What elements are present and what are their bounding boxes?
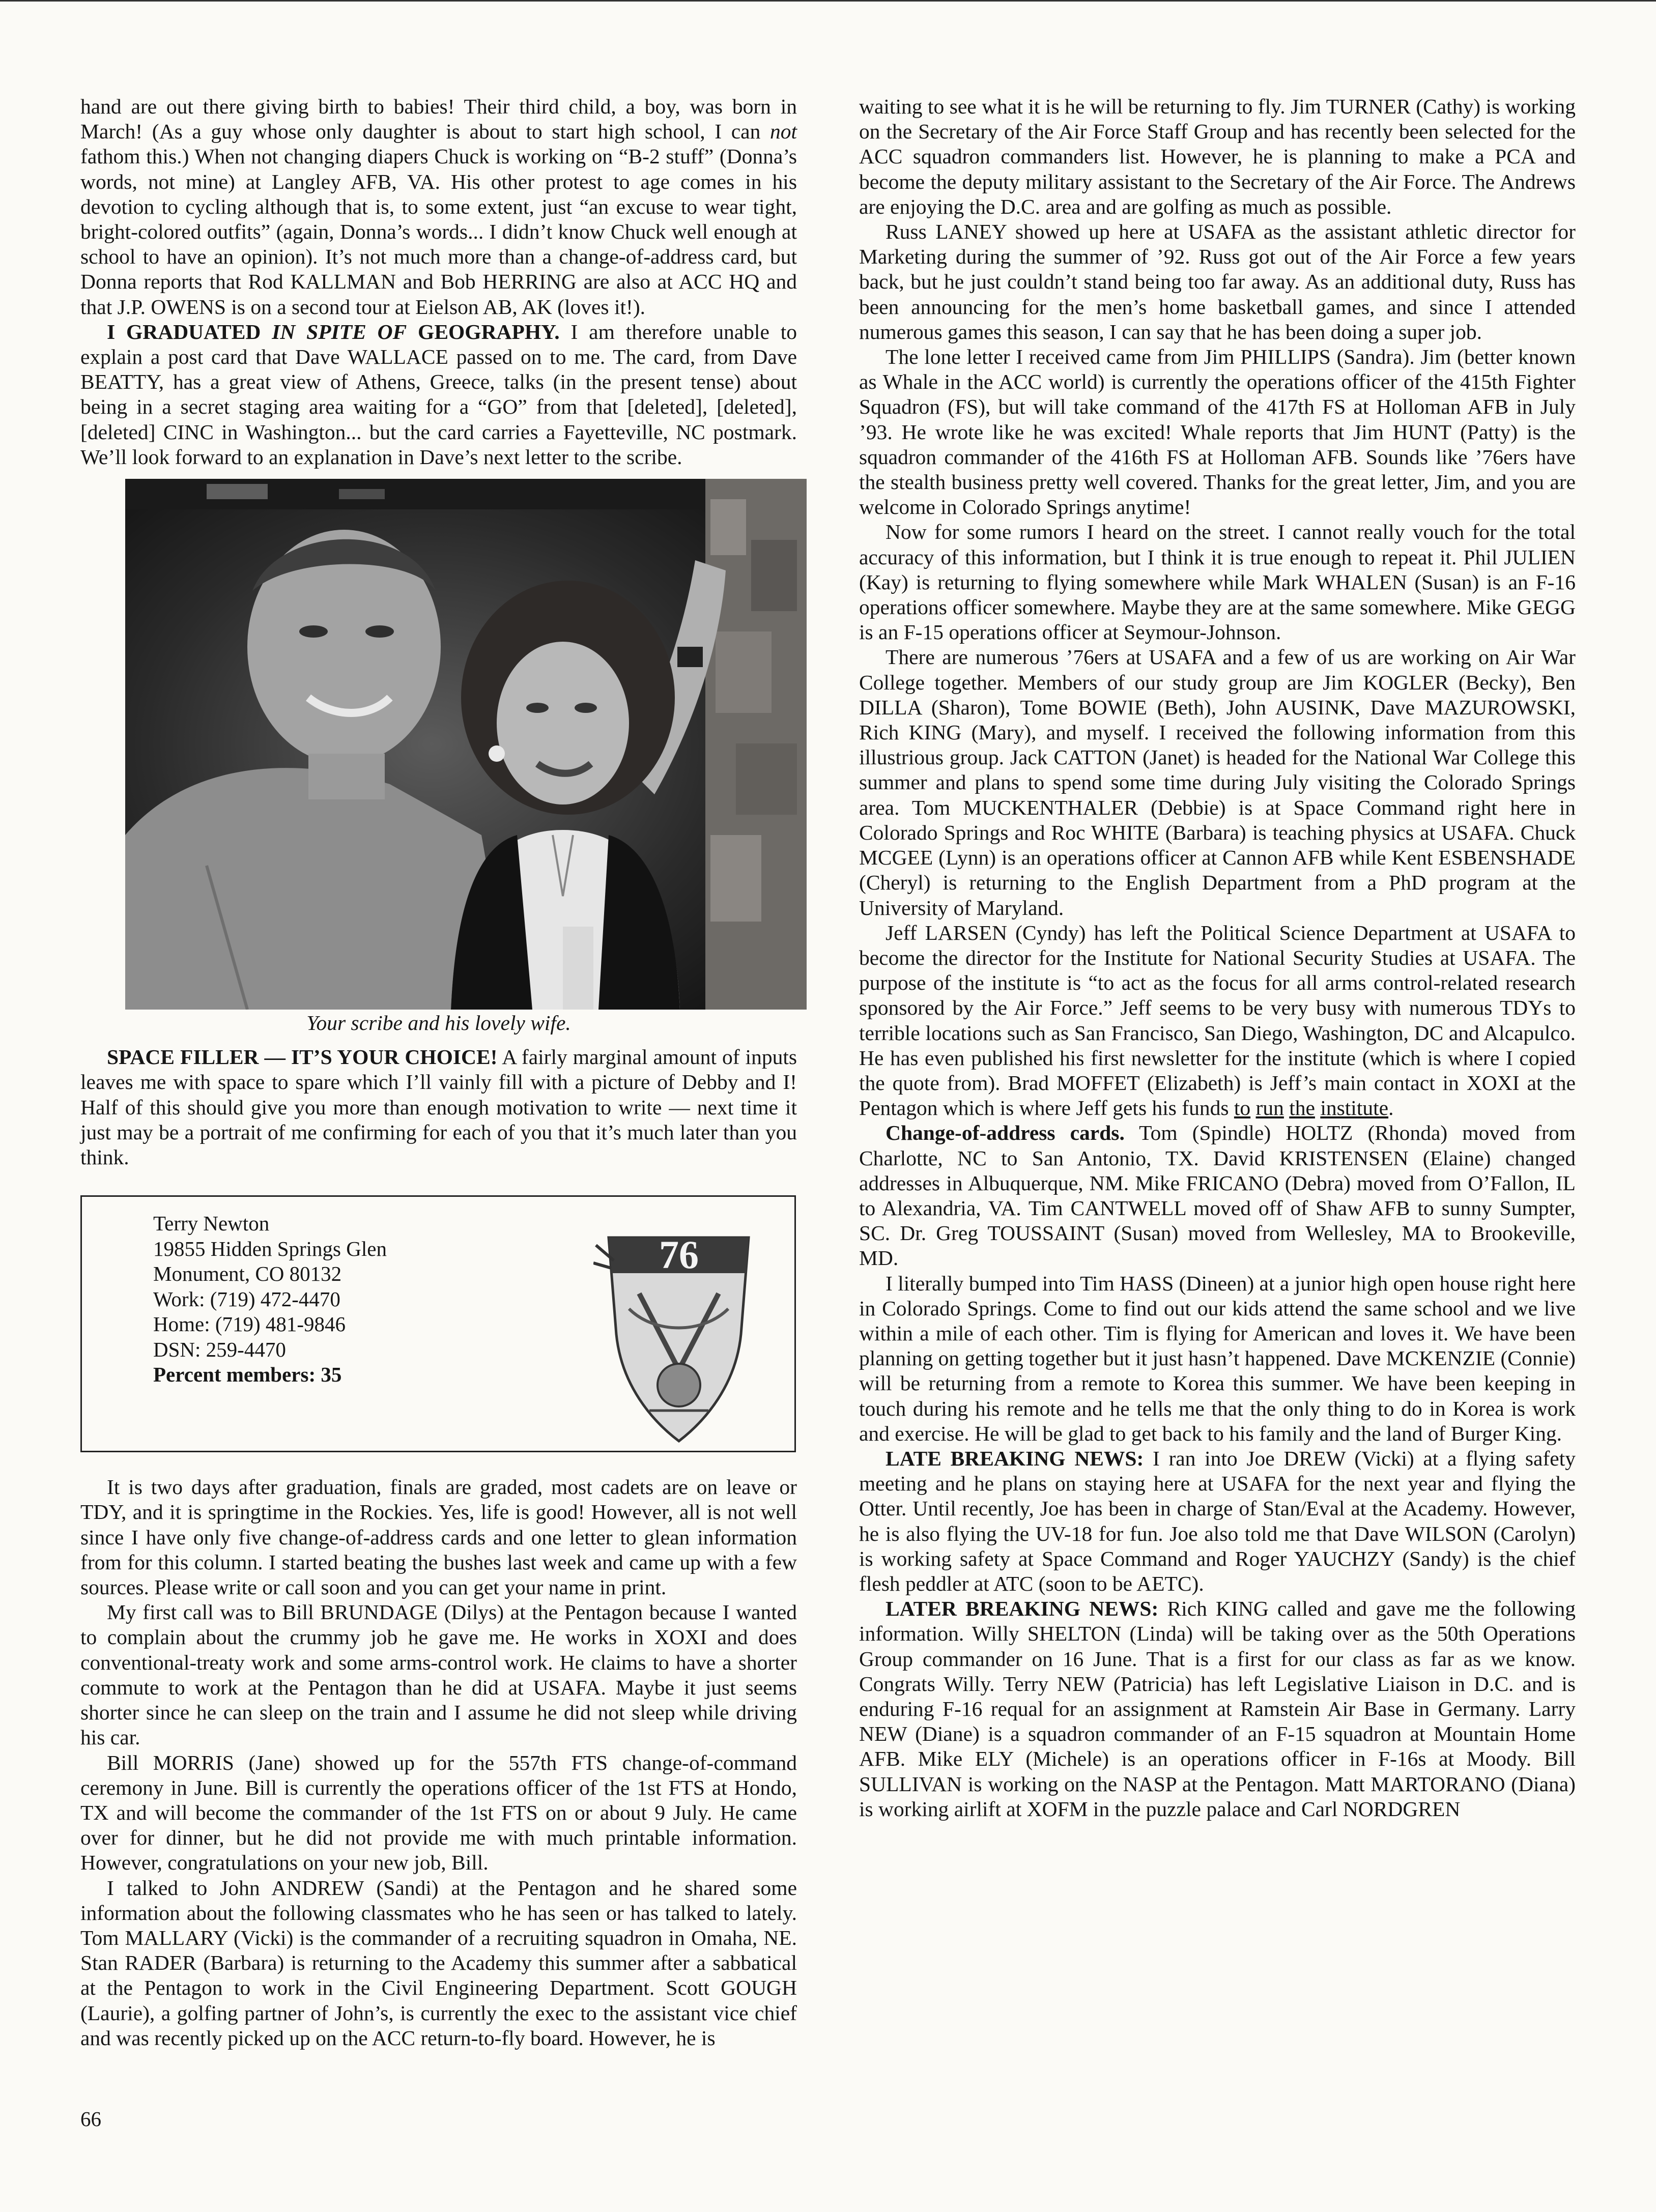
class-crest-logo: [593, 1217, 764, 1446]
percent-members: Percent members: 35: [153, 1363, 342, 1387]
paragraph: Bill MORRIS (Jane) showed up for the 557th FTS change-of-command ceremony in June. Bill is currently the operations officer of the 1st FTS at Hondo, TX and will become the commander of the 1st FTS on or about 9 July. He came over for dinner, but he did not provide me with much printable information. However, congratulations on your new job, Bill.: [80, 1750, 797, 1875]
contact-dsn: DSN: 259-4470: [153, 1337, 286, 1361]
couple-photo: [125, 479, 807, 1010]
paragraph: There are numerous ’76ers at USAFA and a few of us are working on Air War College together. Members of our study group are Jim KOGLER (Becky), Ben DILLA (Sharon), Tome BOWIE (Beth), John AUSINK, Dave MAZUROWSKI, Rich KING (Mary), and myself. I received the following information from this illustrious group. Jack CATTON (Janet) is headed for the National War College this summer and plans to spend some time during July visiting the Colorado Springs area. Tom MUCKENTHALER (Debbie) is at Space Command right here in Colorado Springs and Roc WHITE (Barbara) is teaching physics at USAFA. Chuck MCGEE (Lynn) is an operations officer at Cannon AFB while Kent ESBENSHADE (Cheryl) is returning to the English Department from a PhD program at the University of Maryland.: [859, 645, 1576, 920]
paragraph: hand are out there giving birth to babies! Their third child, a boy, was born in March! (As a guy whose only daughter is about to start high school, I can not fathom this.) When not changing diapers Chuck is working on “B-2 stuff” (Donna’s words, not mine) at Langley AFB, VA. His other protest to age comes in his devotion to cycling although that is, to some extent, just “an excuse to wear tight, bright-colored outfits” (again, Donna’s words... I didn’t know Chuck well enough at school to have an opinion). It’s not much more than a change-of-address card, but Donna reports that Rod KALLMAN and Bob HERRING are also at ACC HQ and that J.P. OWENS is on a second tour at Eielson AB, AK (loves it!).: [80, 95, 797, 319]
top-rule: [0, 0, 1656, 2]
svg-text:76: 76: [659, 1232, 699, 1277]
contact-work-phone: Work: (719) 472-4470: [153, 1287, 340, 1311]
paragraph: Jeff LARSEN (Cyndy) has left the Political Science Department at USAFA to become the director for the Institute for National Security Studies at USAFA. The purpose of the institute is “to act as the focus for all arms control-related research sponsored by the Air Force.” Jeff seems to be very busy with numerous TDYs to terrible locations such as San Francisco, San Diego, Washington, DC and Alcapulco. He has even published his first newsletter for the institute (which is where I copied the quote from). Brad MOFFET (Elizabeth) is Jeff’s main contact in XOXI at the Pentagon which is where Jeff gets his funds to run the institute.: [859, 921, 1576, 1120]
contact-home-phone: Home: (719) 481-9846: [153, 1312, 346, 1336]
section-heading: LATE BREAKING NEWS:: [886, 1446, 1144, 1470]
section-heading: SPACE FILLER — IT’S YOUR CHOICE!: [107, 1045, 498, 1069]
section-heading: I GRADUATED IN SPITE OF GEOGRAPHY.: [107, 320, 560, 343]
contact-name: Terry Newton: [153, 1212, 270, 1236]
paragraph: LATE BREAKING NEWS: I ran into Joe DREW (Vicki) at a flying safety meeting and he plans on staying here at USAFA for the next year and flying the Otter. Until recently, Joe has been in charge of Stan/Eval at the Academy. However, he is also flying the UV-18 for fun. Joe also told me that Dave WILSON (Carolyn) is working safety at Space Command and Roger YAUCHZY (Sandy) is the chief flesh peddler at ATC (soon to be AETC).: [859, 1446, 1576, 1595]
right-column: [859, 94, 1576, 1822]
paragraph: I literally bumped into Tim HASS (Dineen) at a junior high open house right here in Colorado Springs. Come to find out our kids attend the same school and we live within a mile of each other. Tim is flying for American and loves it. We have been planning on getting together but it just hasn’t happened. Dave MCKENZIE (Connie) will be returning from a remote to Korea this summer. We have been keeping in touch during his remote and he tells me that the only thing to do in Korea is work and exercise. He will be glad to get back to his family and the land of Burger King.: [859, 1271, 1576, 1445]
left-column: [80, 94, 797, 2051]
paragraph: waiting to see what it is he will be returning to fly. Jim TURNER (Cathy) is working on the Secretary of the Air Force Staff Group and has recently been selected for the ACC squadron commanders list. However, he is planning to make a PCA and become the deputy military assistant to the Secretary of the Air Force. The Andrews are enjoying the D.C. area and are golfing as much as possible.: [859, 95, 1576, 218]
paragraph: LATER BREAKING NEWS: Rich KING called and gave me the following information. Willy SHELTON (Linda) will be taking over as the 50th Operations Group commander on 16 June. That is a first for our class as far as we know. Congrats Willy. Terry NEW (Patricia) has left Legislative Liaison in D.C. and is enduring F-16 requal for an assignment at Ramstein Air Base in Germany. Larry NEW (Diane) is a squadron commander of an F-15 squadron at Mountain Home AFB. Mike ELY (Michele) is an operations officer in F-16s at Moody. Bill SULLIVAN is working on the NASP at the Pentagon. Matt MARTORANO (Diana) is working airlift at XOFM in the puzzle palace and Carl NORDGREN: [859, 1597, 1576, 1821]
contact-city: Monument, CO 80132: [153, 1262, 342, 1286]
paragraph: SPACE FILLER — IT’S YOUR CHOICE! A fairly marginal amount of inputs leaves me with space to spare which I’ll vainly fill with a picture of Debby and I! Half of this should give you more than enough motivation to write — next time it just may be a portrait of me confirming for each of you that it’s much later than you think.: [80, 1045, 797, 1169]
paragraph: Change-of-address cards. Tom (Spindle) HOLTZ (Rhonda) moved from Charlotte, NC to San Antonio, TX. David KRISTENSEN (Elaine) changed addresses in Albuquerque, NM. Mike FRICANO (Debra) moved from O’Fallon, IL to Alexandria, VA. Tim CANTWELL moved off of Shaw AFB to sunny Sumpter, SC. Dr. Greg TOUSSAINT (Susan) moved from Wellesley, MA to Brookeville, MD.: [859, 1121, 1576, 1270]
paragraph: It is two days after graduation, finals are graded, most cadets are on leave or TDY, and it is springtime in the Rockies. Yes, life is good! However, all is not well since I have only five change-of-address cards and one letter to glean information from for this column. I started beating the bushes last week and came up with a few sources. Please write or call soon and you can get your name in print.: [80, 1475, 797, 1599]
paragraph: I GRADUATED IN SPITE OF GEOGRAPHY. I am therefore unable to explain a post card that Dave WALLACE passed on to me. The card, from Dave BEATTY, has a great view of Athens, Greece, talks (in the present tense) about being in a secret staging area waiting for a “GO” from that [deleted], [deleted], [deleted] CINC in Washington... but the card carries a Fayetteville, NC postmark. We’ll look forward to an explanation in Dave’s next letter to the scribe.: [80, 320, 797, 469]
paragraph: I talked to John ANDREW (Sandi) at the Pentagon and he shared some information about the following classmates who he has seen or has talked to lately. Tom MALLARY (Vicki) is the commander of a recruiting squadron in Omaha, NE. Stan RADER (Barbara) is returning to the Academy this summer after a sabbatical at the Pentagon to work in the Civil Engineering Department. Scott GOUGH (Laurie), a golfing partner of John’s, is currently the exec to the assistant vice chief and was recently picked up on the ACC return-to-fly board. However, he is: [80, 1876, 797, 2050]
paragraph: Now for some rumors I heard on the street. I cannot really vouch for the total accuracy of this information, but I think it is true enough to repeat it. Phil JULIEN (Kay) is returning to flying somewhere while Mark WHALEN (Susan) is an F-16 operations officer somewhere. Maybe they are at the same somewhere. Mike GEGG is an F-15 operations officer at Seymour-Johnson.: [859, 520, 1576, 644]
paragraph: The lone letter I received came from Jim PHILLIPS (Sandra). Jim (better known as Whale in the ACC world) is currently the operations officer of the 415th Fighter Squadron (FS), but will take command of the 417th FS at Holloman AFB in July ’93. He wrote like he was excited! Whale reports that Jim HUNT (Patty) is the squadron commander of the 416th FS at Holloman AFB. Sounds like ’76ers have the stealth business pretty well covered. Thanks for the great letter, Jim, and you are welcome in Colorado Springs anytime!: [859, 345, 1576, 519]
contact-box: [80, 1195, 796, 1452]
section-heading: LATER BREAKING NEWS:: [886, 1597, 1159, 1621]
photo-illustration: [125, 479, 807, 1010]
paragraph: Russ LANEY showed up here at USAFA as the assistant athletic director for Marketing during the summer of ’92. Russ got out of the Air Force a few years back, but he just couldn’t stand being too far away. As an additional duty, Russ has been announcing for the men’s home basketball games, and since I attended numerous games this season, I can say that he has been doing a super job.: [859, 220, 1576, 343]
contact-street: 19855 Hidden Springs Glen: [153, 1237, 387, 1260]
section-heading: Change-of-address cards.: [886, 1121, 1125, 1145]
page-number: 66: [80, 2107, 101, 2131]
contact-info: [153, 1211, 387, 1388]
photo-caption: Your scribe and his lovely wife.: [306, 1011, 571, 1035]
paragraph: My first call was to Bill BRUNDAGE (Dilys) at the Pentagon because I wanted to complain about the crummy job he gave me. He works in XOXI and does conventional-treaty work and some arms-control work. He claims to have a shorter commute to work at the Pentagon than he did at USAFA. Maybe it just seems shorter since he can sleep on the train and I assume he did not sleep while driving his car.: [80, 1600, 797, 1749]
